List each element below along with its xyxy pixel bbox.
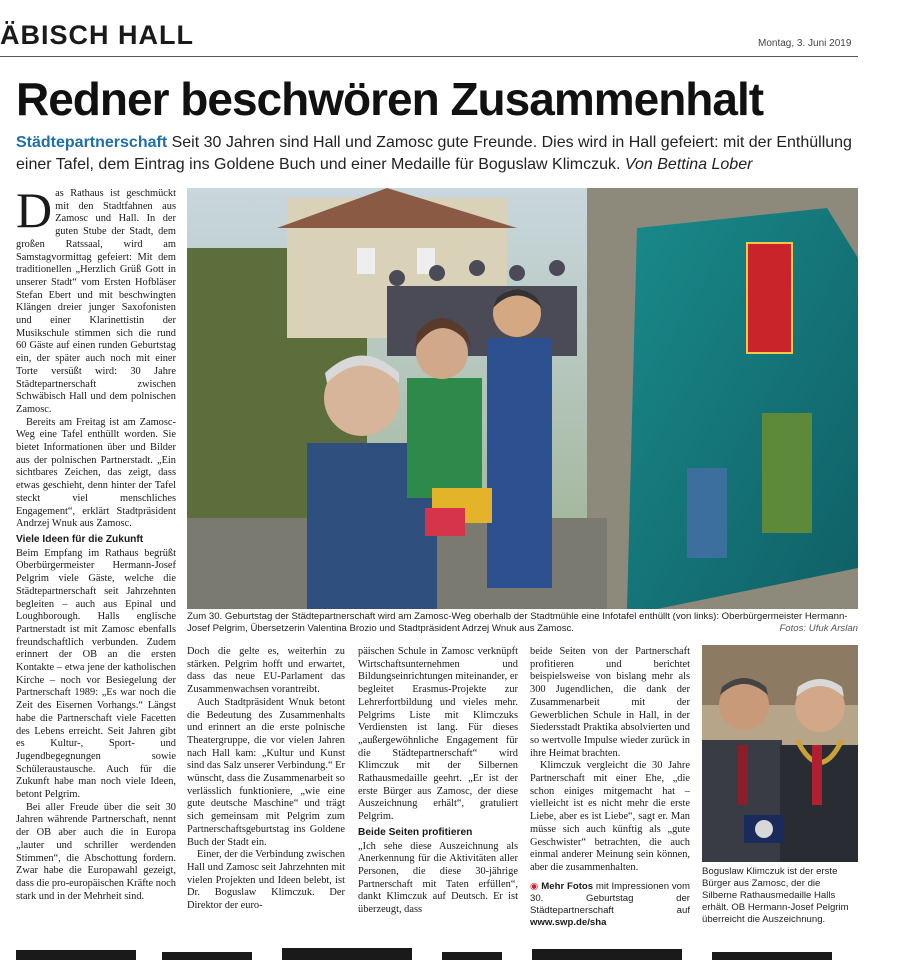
medal-photo — [702, 645, 858, 862]
paragraph: Bei aller Freude über die seit 30 Jahren währende Partnerschaft, nennt der OB aber auch die in Europa „lauter und schriller werdenden Stimmen“, die Abschottung fordern. Zwar habe die Europawahl gezeigt, dass die pro-europäischen Kräfte noch stark und in der Mehrheit sind. — [16, 801, 176, 902]
lead-text: Seit 30 Jahren sind Hall und Zamosc gute Freunde. Dies wird in Hall gefeiert: mit der Enthüllung einer Tafel, dem Eintrag ins Goldene Buch und einer Medaille für Boguslaw Klimczuk. — [16, 134, 852, 173]
subheading: Viele Ideen für die Zukunft — [16, 533, 144, 545]
text-column-2 — [187, 646, 345, 913]
photo-caption: Zum 30. Geburtstag der Städtepartnerschaft wird am Zamosc-Weg oberhalb der Stadtmühle eine Infotafel enthüllt (von links): Oberbürgermeister Hermann-Josef Pelgrim, Übersetzerin Valentina Brozio und Stadtpräsident Adrzej Wnuk aus Zamosc. Fotos: Ufuk Arslan — [187, 611, 858, 634]
byline: Von Bettina Lober — [624, 156, 753, 173]
paragraph: Einer, der die Verbindung zwischen Hall und Zamosc seit Jahrzehnten mit vielen Projekten und Ideen belebt, ist Dr. Boguslaw Klimczuk. Der Direktor der euro- — [187, 849, 345, 912]
paragraph: Klimczuk vergleicht die 30 Jahre Partnerschaft mit einer Ehe, „die schon einiges mitgemacht hat – vielleicht ist es nicht mehr die erste Liebe, aber es ist Liebe“, sagt er. Man müsse sich auch künftig als „gute Geschwister“ betrachten, die auch einmal anderer Meinung sein können, aber die zusammenhalten. — [530, 760, 690, 873]
drop-cap: D — [16, 182, 53, 238]
headline: Redner beschwören Zusammenhalt — [16, 73, 764, 125]
photo-credit: Fotos: Ufuk Arslan — [779, 623, 858, 634]
paragraph: päischen Schule in Zamosc verknüpft Wirtschaftsunternehmen und Bildungseinrichtungen miteinander, er begleitet Erasmus-Projekte zur Lehrerfortbildung und vieles mehr. Pelgrims Liste mit Klimczuks Verdiensten ist lang. Für dieses „außergewöhnliche Engagement für die Städtepartnerschaft“ wird Klimczuk mit der Silbernen Rathausmedaille geehrt. „Er ist der erste Bürger aus Zamosc, der diese Auszeichnung erhält“, gratuliert Pelgrim. — [358, 646, 518, 823]
paragraph: as Rathaus ist geschmückt mit den Stadtfahnen aus Zamosc und Hall. In der guten Stube der Stadt, dem großen Ratssaal, wird am Samstagvormittag gefeiert: Mit dem traditionellen „Herzlich Grüß Gott in unserer Stadt“ vom Ersten Hofbläser Stefan Ebert und mit beschwingten Klängen dreier junger Saxofonisten und einer Klarinettistin der Musikschule stimmen sich die rund 60 Gäste auf einen runden Geburtstag ein, der später auch noch mit einer Torte versüßt wird: 30 Jahre Städtepartnerschaft zwischen Schwäbisch Hall und dem polnischen Zamosc. — [16, 188, 176, 415]
kicker: Städtepartnerschaft — [16, 134, 168, 151]
photo-unveiling-ceremony — [187, 188, 858, 609]
photo-medal-award — [702, 645, 858, 862]
header-rule — [0, 56, 858, 57]
section-title: ÄBISCH HALL — [0, 20, 194, 50]
text-column-4 — [530, 646, 690, 929]
main-photo — [187, 188, 858, 609]
text-column-1 — [16, 182, 176, 903]
camera-icon: ◉ — [530, 880, 539, 892]
issue-date: Montag, 3. Juni 2019 — [758, 38, 852, 49]
subheading: Beide Seiten profitieren — [358, 826, 473, 838]
paragraph: beide Seiten von der Partnerschaft profitieren und berichtet beispielsweise von bislang mehr als 300 Jugendlichen, die dank der Zusammenarbeit mit der Gewerblichen Schule in Hall, in der Siedersstadt Praktika absolvierten und so wertvolle Impulse wieder zurück in ihre Heimat brachten. — [530, 646, 690, 759]
paragraph: Bereits am Freitag ist am Zamosc-Weg eine Tafel enthüllt worden. Sie bietet Informationen über und Bilder aus der polnischen Partnerstadt. „Ein sichtbares Zeichen, das zeigt, dass etwas geschieht, denn hinter der Tafel steckt viel menschliches Engagement“, erklärt Stadtpräsident Andrzej Wnuk aus Zamosc. — [16, 416, 176, 530]
promo-url: www.swp.de/sha — [530, 916, 607, 928]
more-photos-promo: ◉ Mehr Fotos mit Impressionen vom 30. Geburtstag der Städtepartnerschaft auf www.swp.de/sha — [530, 880, 691, 928]
paragraph: Beim Empfang im Rathaus begrüßt Oberbürgermeister Hermann-Josef Pelgrim viele Gäste, welche die Städtepartnerschaft seit Jahrzehnten begleiten – auch aus Epinal und Loughborough. Halls englische Partnerstadt ist mit Zamosc ebenfalls freundschaftlich verbunden. Zudem erinnert der OB an die ersten Kontakte – etwa jene der katholischen Kirche – noch vor Besiegelung der Partnerschaft 1989: „Es war noch die Zeit des Eisernen Vorhangs.“ Längst habe die Partnerschaft viele Facetten des Lebens erreicht. Seit Jahren gibt es Kultur-, Sport- und Jugendbegegnungen sowie Schüleraustausche. Auch für die Zukunft habe man noch viele Ideen, betont Pelgrim. — [16, 547, 176, 801]
cropped-headline-fragment — [12, 940, 882, 960]
paragraph: Auch Stadtpräsident Wnuk betont die Bedeutung des Zusammenhalts und erinnert an die erste polnische Theatergruppe, die vor vielen Jahren nach Hall kam: „Kultur und Kunst sind das Salz unserer Verbindung.“ Er wünscht, dass die Zusammenarbeit so verlässlich funktioniere, „wie eine gute deutsche Maschine“ und trägt sich gemeinsam mit Pelgrim zum Partnerschaftsgeburtstag ins Goldene Buch der Stadt ein. — [187, 696, 345, 848]
next-article-fragment — [12, 940, 882, 960]
lead-paragraph — [16, 132, 861, 176]
paragraph: „Ich sehe diese Auszeichnung als Anerkennung für die Aktivitäten aller Personen, die diese 30-jährige Partnerschaft mit Taten erfüllen“, dankt Klimczuk auf Deutsch. Er ist überzeugt, dass — [358, 840, 518, 916]
text-column-3 — [358, 646, 518, 917]
medal-photo-caption: Boguslaw Klimczuk ist der erste Bürger aus Zamosc, der die Silberne Rathausmedaille Halls erhält. OB Hermann-Josef Pelgrim überreicht die Auszeichnung. — [702, 866, 849, 925]
paragraph: Doch die gelte es, weiterhin zu stärken. Pelgrim hofft und erwartet, dass das neue EU-Parlament das Zusammenwachsen vorantreibt. — [187, 646, 345, 696]
